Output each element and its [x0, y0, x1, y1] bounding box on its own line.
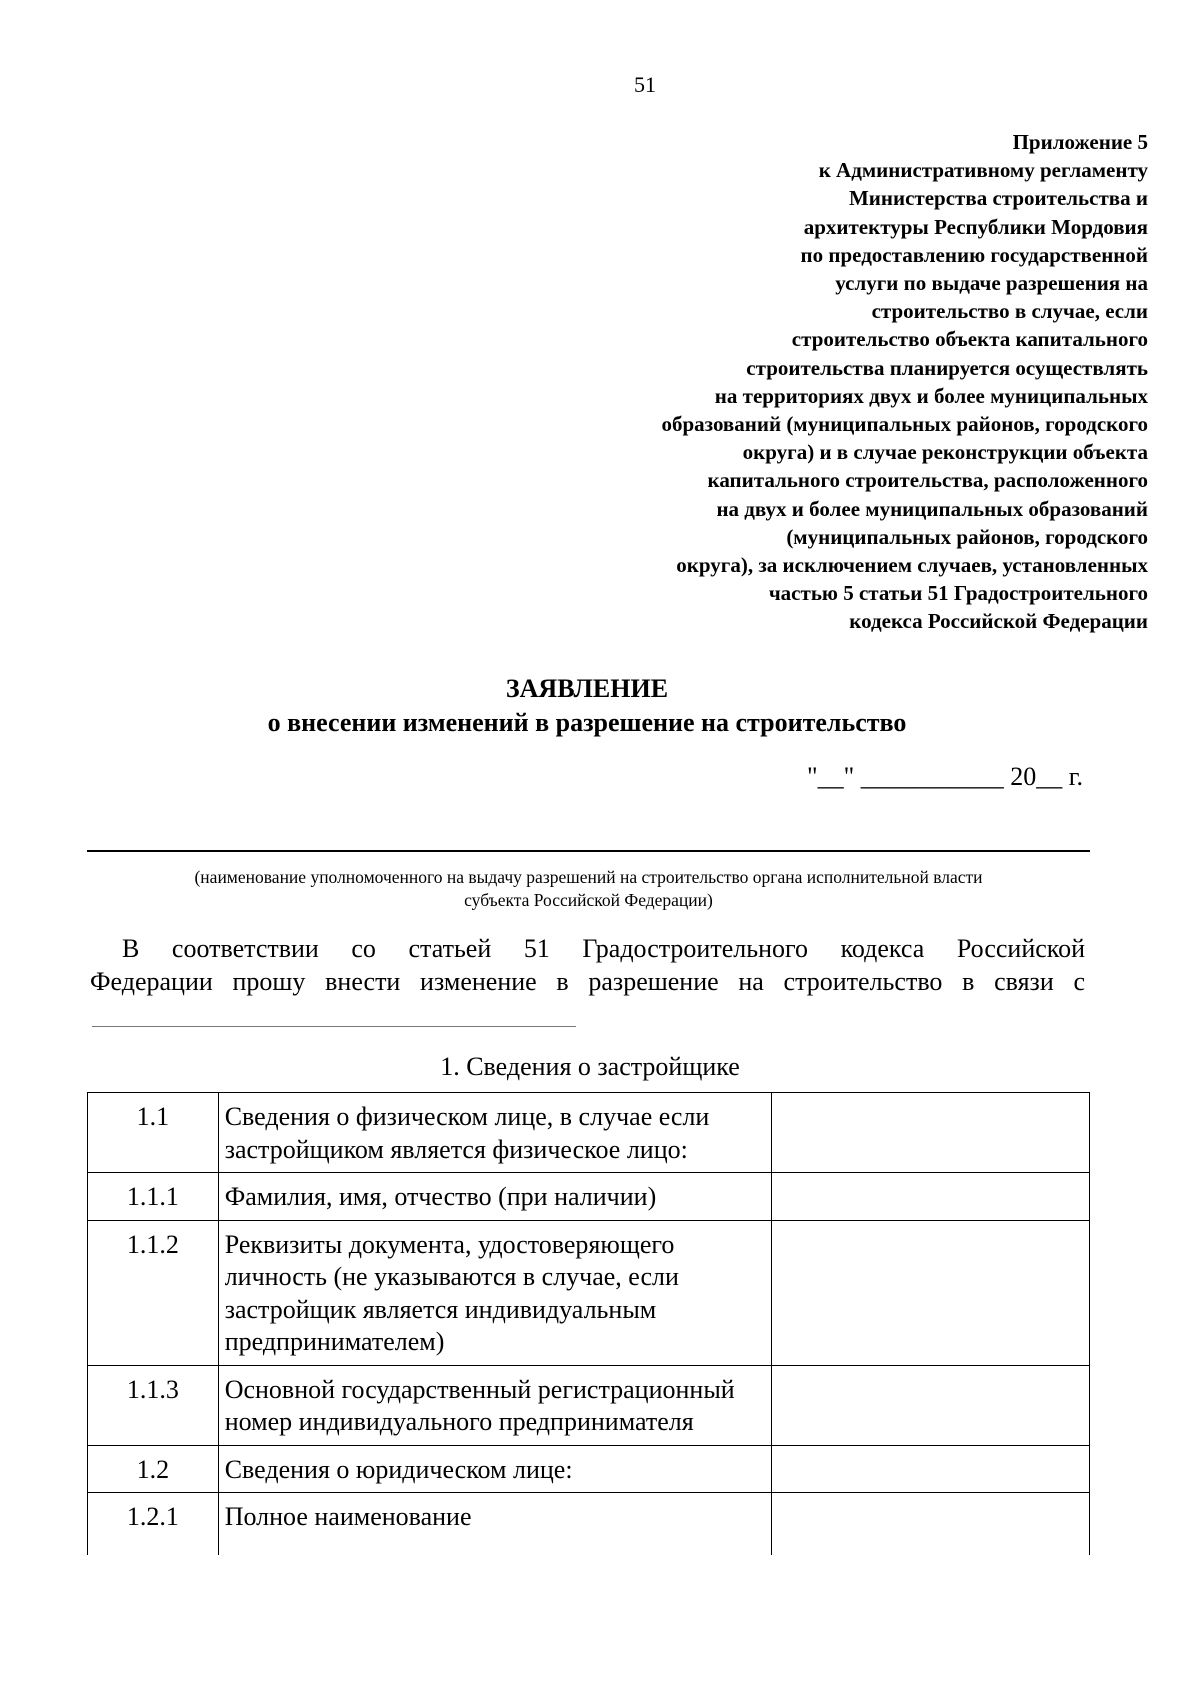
row-description: Основной государственный регистрационный номер индивидуального предпринимателя — [218, 1365, 772, 1445]
appendix-line: по предоставлению государственной — [800, 242, 1148, 267]
row-number: 1.2.1 — [88, 1493, 219, 1556]
appendix-line: Приложение 5 — [1012, 130, 1148, 154]
table-row — [88, 1173, 1090, 1221]
appendix-line: услуги по выдаче разрешения на — [835, 271, 1148, 296]
page-number: 51 — [634, 72, 656, 97]
intro-line: Федерации прошу внести изменение в разрешение на строительство в связи с — [90, 967, 1085, 996]
document-title — [0, 672, 1174, 740]
row-value-field[interactable] — [772, 1365, 1090, 1445]
appendix-line: капитального строительства, расположенного — [707, 468, 1148, 493]
row-number: 1.1.3 — [88, 1365, 219, 1445]
intro-line-text: В соответствии со статьей 51 Градостроительного кодекса Российской — [122, 934, 1085, 963]
change-reason-field[interactable] — [92, 1026, 576, 1027]
row-number: 1.2 — [88, 1445, 219, 1493]
row-value-field[interactable] — [772, 1173, 1090, 1221]
appendix-line: кодекса Российской Федерации — [849, 609, 1148, 634]
appendix-line: округа) и в случае реконструкции объекта — [742, 440, 1148, 465]
appendix-line: Министерства строительства и — [848, 186, 1148, 211]
authority-caption — [87, 866, 1090, 912]
section-heading: 1. Сведения о застройщике — [440, 1052, 740, 1081]
row-number: 1.1 — [88, 1093, 219, 1173]
table-row — [88, 1220, 1090, 1365]
row-number: 1.1.2 — [88, 1220, 219, 1365]
row-value-field[interactable] — [772, 1493, 1090, 1556]
table-row — [88, 1365, 1090, 1445]
row-description: Фамилия, имя, отчество (при наличии) — [218, 1173, 772, 1221]
document-title-main: ЗАЯВЛЕНИЕ — [505, 674, 669, 703]
appendix-line: на территориях двух и более муниципальных — [714, 383, 1148, 408]
appendix-line: (муниципальных районов, городского — [786, 524, 1148, 549]
row-description: Реквизиты документа, удостоверяющего личность (не указываются в случае, если застройщик является индивидуальным предпринимателем) — [218, 1220, 772, 1365]
row-value-field[interactable] — [772, 1445, 1090, 1493]
appendix-line: на двух и более муниципальных образований — [716, 496, 1148, 521]
appendix-line: строительство в случае, если — [871, 299, 1148, 324]
row-value-field[interactable] — [772, 1093, 1090, 1173]
appendix-header — [528, 128, 1148, 636]
authority-caption-line: субъекта Российской Федерации) — [464, 890, 713, 910]
appendix-line: строительство объекта капитального — [791, 327, 1148, 352]
appendix-line: архитектуры Республики Мордовия — [803, 214, 1148, 239]
developer-info-table — [87, 1092, 1090, 1555]
intro-line — [90, 932, 1085, 965]
appendix-line: строительства планируется осуществлять — [746, 355, 1148, 380]
authority-name-field[interactable] — [87, 850, 1090, 852]
row-description: Сведения о физическом лице, в случае если застройщиком является физическое лицо: — [218, 1093, 772, 1173]
row-number: 1.1.1 — [88, 1173, 219, 1221]
appendix-line: округа), за исключением случаев, установленных — [676, 553, 1148, 578]
appendix-line: к Административному регламенту — [818, 158, 1148, 183]
row-description: Полное наименование — [218, 1493, 772, 1556]
table-row — [88, 1093, 1090, 1173]
date-field[interactable]: "__" ___________ 20__ г. — [807, 762, 1083, 791]
table-row — [88, 1493, 1090, 1556]
row-description: Сведения о юридическом лице: — [218, 1445, 772, 1493]
row-value-field[interactable] — [772, 1220, 1090, 1365]
table-row — [88, 1445, 1090, 1493]
appendix-line: образований (муниципальных районов, городского — [661, 412, 1148, 437]
intro-paragraph — [90, 932, 1085, 998]
document-title-sub: о внесении изменений в разрешение на строительство — [267, 708, 907, 737]
authority-caption-line: (наименование уполномоченного на выдачу разрешений на строительство органа исполнительной власти — [194, 867, 983, 887]
appendix-line: частью 5 статьи 51 Градостроительного — [768, 581, 1148, 606]
